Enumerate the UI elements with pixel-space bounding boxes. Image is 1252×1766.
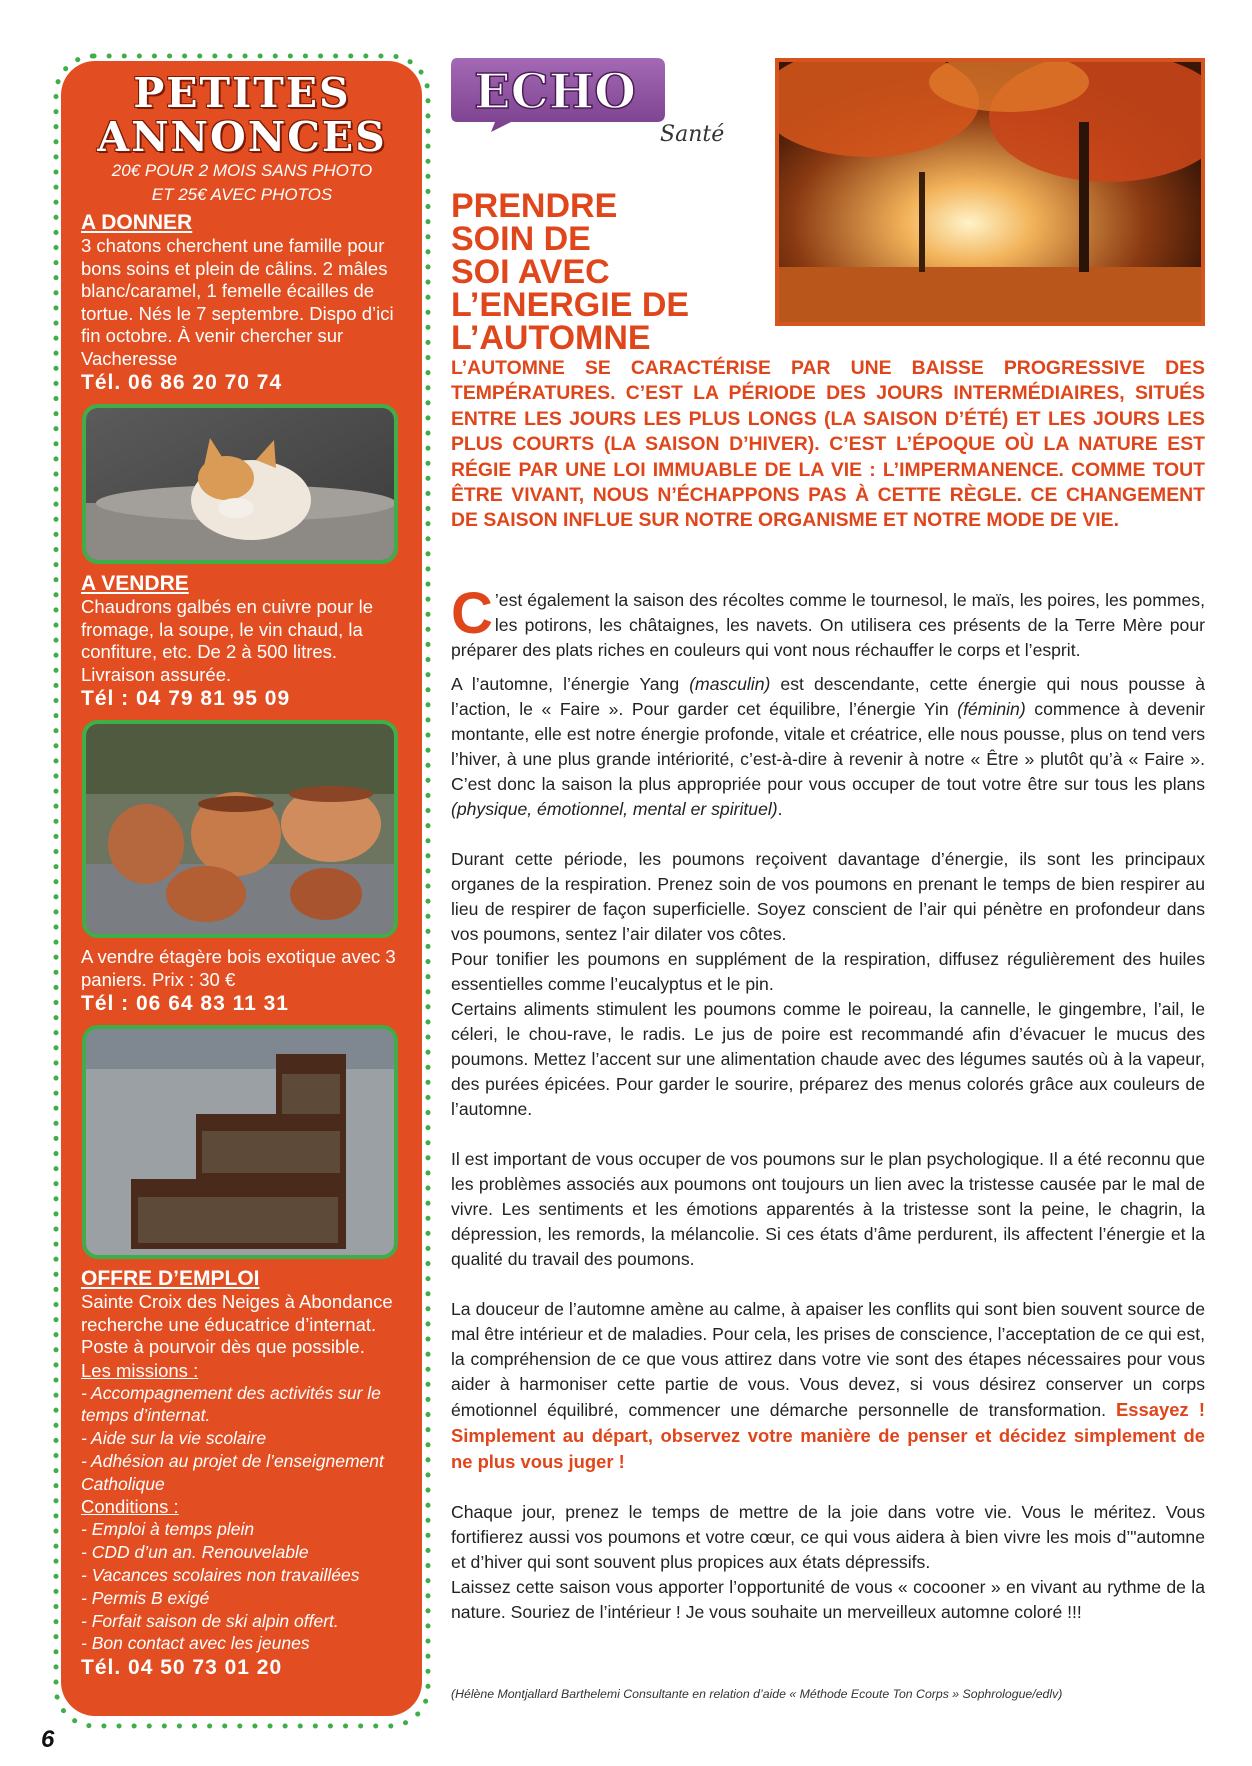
shelf-photo (82, 1025, 398, 1259)
paragraph-text: (féminin) (957, 699, 1026, 719)
headline-line: SOIN DE (451, 220, 591, 258)
job-text: Sainte Croix des Neiges à Abondance recherche une éducatrice d’internat. Poste à pourvoir dès que possible. (81, 1291, 393, 1357)
sell-text: Chaudrons galbés en cuivre pour le fromage, la soupe, le vin chaud, la confiture, etc. De 2 à 500 litres. Livraison assurée. (81, 596, 374, 685)
paragraph-emphasis: Essayez ! Simplement au départ, observez votre manière de penser et décidez simplement de ne plus vous juger ! (451, 1399, 1205, 1472)
conditions-label: Conditions : (81, 1496, 179, 1518)
kitten-photo (82, 404, 398, 564)
condition-item: - Emploi à temps plein (81, 1519, 255, 1540)
sell-phone: Tél : 04 79 81 95 09 (81, 687, 291, 710)
classifieds-content (81, 71, 403, 1681)
classifieds-price-line1: 20€ POUR 2 MOIS SANS PHOTO (111, 161, 373, 180)
mission-item: - Aide sur la vie scolaire (81, 1428, 267, 1449)
paragraph-text: commence à devenir montante, elle est notre énergie profonde, vitale et créatrice, elle nous pousse, plus on tend vers l’hiver, à une plus grande intériorité, c’est-à-dire à revenir à notre « Être » plutôt qu’à « Faire ». C’est donc la saison la plus appropriée pour vous occuper de tout votre être sur tous les plans (451, 699, 1205, 794)
missions-list (81, 1382, 403, 1496)
shelf-phone: Tél : 06 64 83 11 31 (81, 992, 289, 1015)
echo-badge-subtitle: Santé (660, 122, 725, 147)
paragraph-text: (physique, émotionnel, mental er spirituel) (451, 799, 778, 819)
conditions-list (81, 1518, 403, 1655)
paragraph-psychology: Il est important de vous occuper de vos poumons sur le plan psychologique. Il a été reconnu que les problèmes associés aux poumons ont toujours un lien avec la tristesse causée par le mal de vivre. Les sentiments et les émotions apparentés à la tristesse sont la peine, le chagrin, la dépression, les remords, la mélancolie. Si ces états d’âme perdurent, ils affectent l’énergie et la qualité du travail des poumons. (451, 1149, 1205, 1269)
paragraph-cocoon: Laissez cette saison vous apporter l’opportunité de vous « cocooner » en vivant au rythme de la nature. Souriez de l’intérieur ! Je vous souhaite un merveilleux automne coloré !!! (451, 1577, 1205, 1622)
mission-item: - Accompagnement des activités sur le temps d’internat. (81, 1382, 381, 1426)
classifieds-title-line2: ANNONCES (97, 113, 387, 161)
give-phone: Tél. 06 86 20 70 74 (81, 371, 283, 394)
give-heading: A DONNER (81, 211, 193, 234)
paragraph-text: (masculin) (689, 674, 771, 694)
paragraph-yin-yang (451, 672, 1205, 822)
paragraph-foods: Certains aliments stimulent les poumons comme le poireau, la cannelle, le gingembre, l’ail, le céleri, le chou-rave, le radis. Le jus de poire est recommandé afin d’évacuer le mucus des poumons. Mettez l’accent sur une alimentation chaude avec des légumes sautés où à la vapeur, des purées épicées. Pour garder le sourire, préparez des menus colorés grâce aux couleurs de l’automne. (451, 999, 1205, 1119)
classifieds-title-line1: PETITES (133, 69, 351, 117)
sell-heading: A VENDRE (81, 572, 189, 595)
autumn-photo (775, 58, 1205, 326)
paragraph-oils: Pour tonifier les poumons en supplément de la respiration, diffusez régulièrement des huiles essentielles comme l’eucalyptus et le pin. (451, 949, 1205, 994)
headline-line: SOI AVEC (451, 253, 610, 291)
article-lead: L’AUTOMNE SE CARACTÉRISE PAR UNE BAISSE PROGRESSIVE DES TEMPÉRATURES. C’EST LA PÉRIODE DES JOURS INTERMÉDIAIRES, SITUÉS ENTRE LES JOURS LES PLUS LONGS (LA SAISON D’ÉTÉ) ET LES JOURS LES PLUS COURTS (LA SAISON D’HIVER). C’EST L’ÉPOQUE OÙ LA NATURE EST RÉGIE PAR UNE LOI IMMUABLE DE LA VIE : L’IMPERMANENCE. COMME TOUT ÊTRE VIVANT, NOUS N’ÉCHAPPONS PAS À CETTE RÈGLE. CE CHANGEMENT DE SAISON INFLUE SUR NOTRE ORGANISME ET NOTRE MODE DE VIE. (451, 357, 1205, 532)
headline-line: PRENDRE (451, 187, 618, 225)
paragraph-calm (451, 1297, 1205, 1475)
condition-item: - Vacances scolaires non travaillées (81, 1565, 360, 1586)
article-credit: (Hélène Montjallard Barthelemi Consultante en relation d’aide « Méthode Ecoute Ton Corps » Sophrologue/edlv) (451, 1687, 1063, 1701)
paragraph-lungs: Durant cette période, les poumons reçoivent davantage d’énergie, ils sont les principaux organes de la respiration. Prenez soin de vos poumons en prenant le temps de bien respirer au lieu de respirer de façon superficielle. Soyez conscient de l’air qui pénètre en profondeur dans vos poumons, sentez l’air dilater vos côtes. (451, 849, 1205, 944)
paragraph-intro-text: ’est également la saison des récoltes comme le tournesol, le maïs, les poires, les pommes, les potirons, les châtaignes, les navets. On utilisera ces présents de la Terre Mère pour préparer des plats riches en couleurs qui vont nous réchauffer le corps et l’esprit. (451, 590, 1205, 660)
paragraph-text: est descendante, cette énergie qui nous pousse à l’action, le « Faire ». Pour garder cet équilibre, l’énergie Yin (451, 674, 1205, 719)
page-number: 6 (41, 1726, 55, 1753)
paragraph-intro (451, 581, 1205, 663)
headline-line: L’ENERGIE DE (451, 286, 690, 324)
condition-item: - Bon contact avec les jeunes (81, 1633, 310, 1654)
paragraph-text: La douceur de l’automne amène au calme, à apaiser les conflits qui sont bien souvent source de mal être intérieur et de maladies. Pour cela, les prises de conscience, l’acceptation de ce qui est, la compréhension de ce que vous attirez dans votre vie sont des étapes nécessaires pour vous aider à harmoniser cette partie de vous. Vous devez, si vous désirez conserver un corps émotionnel équilibré, commencer une démarche personnelle de transformation. (451, 1299, 1205, 1420)
copper-cauldrons-photo (82, 720, 398, 938)
shelf-text: A vendre étagère bois exotique avec 3 paniers. Prix : 30 € (81, 946, 396, 990)
headline-line: L’AUTOMNE (451, 319, 651, 357)
job-heading: OFFRE D’EMPLOI (81, 1267, 260, 1290)
echo-badge-text: ECHO (474, 64, 636, 120)
classifieds-price-line2: ET 25€ AVEC PHOTOS (151, 185, 333, 204)
condition-item: - CDD d’un an. Renouvelable (81, 1542, 309, 1563)
paragraph-joy: Chaque jour, prenez le temps de mettre de la joie dans votre vie. Vous le méritez. Vous fortifierez aussi vos poumons et votre cœur, ce qui vous aidera à bien vivre les mois d’"automne et d’hiver qui sont souvent plus propices aux états dépressifs. (451, 1502, 1205, 1572)
article-headline (451, 187, 791, 357)
missions-label: Les missions : (81, 1359, 199, 1381)
condition-item: - Permis B exigé (81, 1587, 210, 1608)
paragraph-text: A l’automne, l’énergie Yang (451, 674, 690, 694)
mission-item: - Adhésion au projet de l’enseignement Catholique (81, 1450, 384, 1494)
job-phone: Tél. 04 50 73 01 20 (81, 1656, 283, 1680)
article-body (451, 581, 1205, 1625)
echo-badge (451, 56, 675, 134)
paragraph-text: . (777, 799, 783, 819)
drop-cap: C (451, 581, 493, 646)
classifieds-panel (61, 61, 422, 1716)
give-text: 3 chatons cherchent une famille pour bons soins et plein de câlins. 2 mâles blanc/caramel, 1 femelle écailles de tortue. Nés le 7 septembre. Dispo d’ici fin octobre. À venir chercher sur Vacheresse (81, 235, 394, 369)
condition-item: - Forfait saison de ski alpin offert. (81, 1610, 339, 1631)
